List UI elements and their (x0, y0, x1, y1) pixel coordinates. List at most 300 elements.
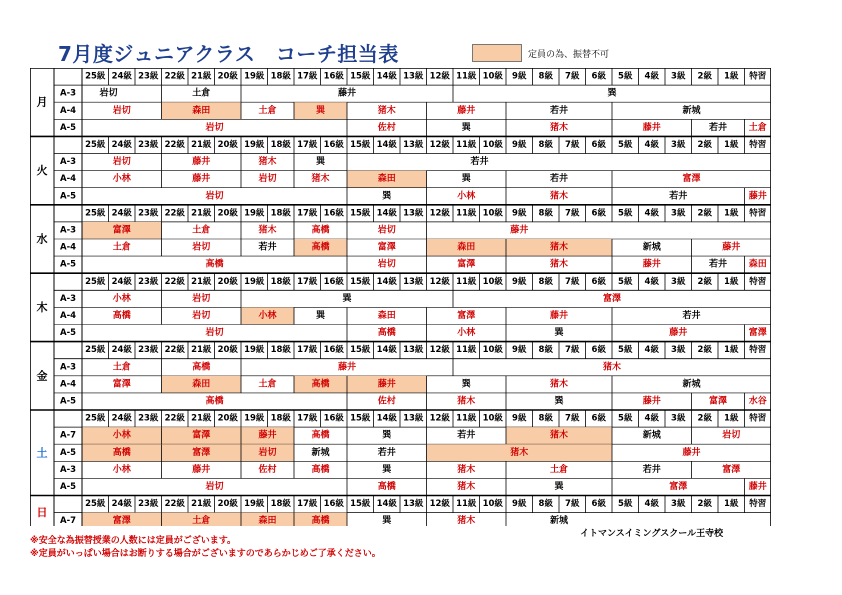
coach-name: 富澤 (748, 328, 767, 339)
coach-name: 猪木 (258, 225, 277, 236)
coach-name: 新城 (642, 242, 661, 253)
grade-header: 8級 (538, 276, 553, 287)
grade-header: 18級 (270, 71, 291, 82)
coach-name: 岩切 (205, 122, 224, 133)
coach-name: 巽 (461, 122, 471, 133)
class-label: A-5 (59, 328, 77, 339)
coach-name: 高橋 (205, 396, 224, 407)
coach-name: 岩切 (258, 174, 277, 185)
grade-header: 21級 (191, 208, 212, 219)
coach-name: 高橋 (311, 379, 330, 390)
coach-name: 岩切 (192, 293, 211, 304)
grade-header: 4級 (644, 413, 659, 424)
coach-name: 新城 (311, 447, 330, 458)
coach-name: 藤井 (748, 191, 767, 202)
grade-header: 2級 (697, 499, 712, 510)
class-label: A-5 (59, 447, 77, 458)
coach-name: 猪木 (457, 516, 476, 526)
class-label: A-5 (59, 122, 77, 133)
coach-name: 富澤 (669, 481, 688, 492)
grade-header: 19級 (244, 276, 265, 287)
grade-header: 6級 (591, 499, 606, 510)
grade-header: 17級 (297, 499, 318, 510)
coach-name: 森田 (258, 516, 277, 526)
coach-name: 富澤 (708, 396, 728, 407)
coach-name: 小林 (112, 430, 131, 441)
page-title: 7月度ジュニアクラス コーチ担当表 (58, 42, 399, 66)
grade-header: 18級 (270, 413, 291, 424)
grade-header: 9級 (512, 71, 527, 82)
grade-header: 25級 (85, 71, 106, 82)
coach-name: 高橋 (311, 430, 330, 441)
grade-header: 6級 (591, 139, 606, 150)
grade-header: 3級 (671, 139, 686, 150)
coach-name: 小林 (457, 191, 476, 202)
coach-name: 岩切 (192, 242, 211, 253)
grade-header: 21級 (191, 499, 212, 510)
grade-header: 14級 (376, 345, 397, 356)
grade-header: 5級 (618, 345, 633, 356)
coach-name: 富澤 (602, 293, 622, 304)
coach-name: 森田 (457, 242, 476, 253)
schedule-grid (30, 68, 771, 526)
grade-header: 23級 (138, 276, 159, 287)
coach-name: 岩切 (258, 447, 277, 458)
coach-name: 若井 (642, 464, 661, 475)
coach-name: 土倉 (748, 122, 767, 133)
grade-header: 7級 (565, 499, 580, 510)
grade-header: 5級 (618, 139, 633, 150)
coach-name: 藤井 (258, 430, 277, 441)
grade-header: 4級 (644, 276, 659, 287)
coach-name: 富澤 (192, 447, 211, 458)
coach-name: 猪木 (549, 191, 569, 202)
grade-header: 9級 (512, 139, 527, 150)
grade-header: 10級 (482, 276, 503, 287)
coach-name: 藤井 (192, 157, 211, 168)
coach-name: 若井 (682, 310, 701, 321)
grade-header: 20級 (217, 71, 238, 82)
coach-name: 小林 (112, 293, 131, 304)
note-capacity: ※安全な為振替授業の人数には定員がございます。 (30, 536, 237, 546)
coach-name: 高橋 (377, 481, 396, 492)
grade-header: 1級 (724, 345, 739, 356)
coach-name: 猪木 (377, 105, 396, 116)
grade-header: 14級 (376, 413, 397, 424)
grade-header: 5級 (618, 413, 633, 424)
coach-name: 高橋 (192, 362, 211, 373)
grade-header: 13級 (403, 276, 424, 287)
grade-header: 24級 (111, 413, 132, 424)
grade-header: 14級 (376, 499, 397, 510)
coach-name: 藤井 (642, 259, 661, 270)
grade-header: 15級 (350, 499, 371, 510)
coach-name: 若井 (549, 174, 569, 185)
coach-name: 高橋 (112, 447, 131, 458)
grade-header: 19級 (244, 139, 265, 150)
grade-header: 特習 (749, 345, 767, 356)
coach-name: 水谷 (748, 396, 767, 407)
legend-swatch (472, 44, 522, 62)
grade-header: 24級 (111, 499, 132, 510)
grade-header: 4級 (644, 208, 659, 219)
coach-name: 森田 (192, 105, 211, 116)
coach-name: 若井 (669, 191, 688, 202)
coach-name: 猪木 (457, 396, 476, 407)
grade-header: 6級 (591, 208, 606, 219)
coach-name: 土倉 (549, 464, 569, 475)
coach-name: 土倉 (192, 225, 211, 236)
grade-header: 8級 (538, 413, 553, 424)
grade-header: 12級 (429, 499, 450, 510)
grade-header: 21級 (191, 345, 212, 356)
coach-name: 高橋 (311, 516, 330, 526)
grade-header: 4級 (644, 71, 659, 82)
coach-name: 巽 (382, 430, 392, 441)
coach-name: 岩切 (205, 481, 224, 492)
schedule-grid-svg (30, 68, 771, 526)
class-label: A-7 (59, 430, 77, 441)
coach-name: 藤井 (377, 379, 396, 390)
coach-name: 巽 (554, 328, 564, 339)
grade-header: 2級 (697, 413, 712, 424)
coach-name: 森田 (377, 174, 396, 185)
coach-name: 富澤 (457, 259, 476, 270)
grade-header: 19級 (244, 499, 265, 510)
coach-name: 森田 (192, 379, 211, 390)
coach-name: 猪木 (549, 379, 569, 390)
grade-header: 15級 (350, 208, 371, 219)
grade-header: 23級 (138, 499, 159, 510)
grade-header: 5級 (618, 276, 633, 287)
grade-header: 10級 (482, 71, 503, 82)
coach-name: 岩切 (377, 225, 396, 236)
grade-header: 8級 (538, 208, 553, 219)
coach-name: 巽 (382, 464, 392, 475)
grade-header: 18級 (270, 276, 291, 287)
grade-header: 24級 (111, 208, 132, 219)
grade-header: 20級 (217, 345, 238, 356)
grade-header: 16級 (323, 139, 344, 150)
coach-name: 高橋 (112, 310, 131, 321)
grade-header: 15級 (350, 345, 371, 356)
grade-header: 20級 (217, 499, 238, 510)
grade-header: 10級 (482, 208, 503, 219)
grade-header: 14級 (376, 71, 397, 82)
grade-header: 9級 (512, 208, 527, 219)
grade-header: 7級 (565, 413, 580, 424)
coach-name: 富澤 (722, 464, 741, 475)
day-label: 水 (36, 232, 48, 246)
coach-name: 佐村 (258, 464, 277, 475)
coach-name: 岩切 (112, 157, 131, 168)
coach-name: 藤井 (337, 362, 357, 373)
class-label: A-3 (59, 225, 77, 236)
class-label: A-5 (59, 481, 77, 492)
grade-header: 2級 (697, 208, 712, 219)
coach-name: 高橋 (377, 328, 396, 339)
grade-header: 11級 (456, 499, 477, 510)
grade-header: 18級 (270, 208, 291, 219)
grade-header: 24級 (111, 276, 132, 287)
coach-name: 藤井 (549, 310, 569, 321)
grade-header: 4級 (644, 139, 659, 150)
grade-header: 12級 (429, 413, 450, 424)
coach-name: 猪木 (457, 481, 476, 492)
coach-name: 小林 (457, 328, 476, 339)
grade-header: 14級 (376, 276, 397, 287)
coach-name: 巽 (607, 88, 617, 99)
grade-header: 9級 (512, 345, 527, 356)
day-label: 土 (36, 446, 48, 460)
grade-header: 7級 (565, 139, 580, 150)
coach-name: 猪木 (549, 259, 569, 270)
grade-header: 7級 (565, 208, 580, 219)
grade-header: 9級 (512, 499, 527, 510)
grade-header: 3級 (671, 345, 686, 356)
grade-header: 4級 (644, 499, 659, 510)
grade-header: 19級 (244, 208, 265, 219)
coach-name: 若井 (708, 122, 728, 133)
grade-header: 23級 (138, 208, 159, 219)
coach-name: 岩切 (192, 310, 211, 321)
day-label: 金 (36, 369, 48, 383)
grade-header: 19級 (244, 71, 265, 82)
coach-name: 小林 (112, 174, 131, 185)
grade-header: 16級 (323, 499, 344, 510)
grade-header: 22級 (164, 413, 185, 424)
coach-name: 富澤 (192, 430, 211, 441)
grade-header: 17級 (297, 71, 318, 82)
grade-header: 21級 (191, 276, 212, 287)
coach-name: 高橋 (205, 259, 224, 270)
grade-header: 特習 (749, 413, 767, 424)
coach-name: 佐村 (377, 122, 396, 133)
grade-header: 18級 (270, 139, 291, 150)
grade-header: 2級 (697, 139, 712, 150)
coach-name: 猪木 (311, 174, 330, 185)
coach-name: 土倉 (258, 379, 277, 390)
grade-header: 21級 (191, 413, 212, 424)
grade-header: 15級 (350, 71, 371, 82)
grade-header: 11級 (456, 71, 477, 82)
coach-name: 若井 (377, 447, 396, 458)
grade-header: 16級 (323, 276, 344, 287)
grade-header: 10級 (482, 413, 503, 424)
grade-header: 3級 (671, 276, 686, 287)
grade-header: 11級 (456, 276, 477, 287)
grade-header: 16級 (323, 413, 344, 424)
coach-name: 猪木 (549, 122, 569, 133)
coach-name: 若井 (470, 157, 489, 168)
grade-header: 17級 (297, 208, 318, 219)
grade-header: 8級 (538, 345, 553, 356)
grade-header: 22級 (164, 139, 185, 150)
grade-header: 16級 (323, 345, 344, 356)
class-label: A-5 (59, 191, 77, 202)
coach-name: 巽 (554, 481, 564, 492)
class-label: A-5 (59, 396, 77, 407)
coach-name: 藤井 (682, 447, 701, 458)
coach-name: 藤井 (510, 225, 529, 236)
grade-header: 5級 (618, 499, 633, 510)
coach-name: 若井 (457, 430, 476, 441)
grade-header: 特習 (749, 71, 767, 82)
grade-header: 9級 (512, 413, 527, 424)
class-label: A-4 (59, 242, 77, 253)
grade-header: 23級 (138, 71, 159, 82)
coach-name: 森田 (748, 259, 767, 270)
grade-header: 14級 (376, 139, 397, 150)
grade-header: 5級 (618, 208, 633, 219)
class-label: A-4 (59, 379, 77, 390)
class-label: A-4 (59, 105, 77, 116)
grade-header: 17級 (297, 276, 318, 287)
coach-name: 新城 (642, 430, 661, 441)
class-label: A-3 (59, 293, 77, 304)
coach-name: 岩切 (205, 328, 224, 339)
coach-name: 藤井 (337, 88, 357, 99)
grade-header: 8級 (538, 499, 553, 510)
grade-header: 12級 (429, 71, 450, 82)
coach-name: 若井 (708, 259, 728, 270)
grade-header: 12級 (429, 276, 450, 287)
coach-name: 巽 (342, 293, 352, 304)
grade-header: 13級 (403, 139, 424, 150)
coach-name: 土倉 (258, 105, 277, 116)
coach-name: 藤井 (192, 464, 211, 475)
grade-header: 11級 (456, 413, 477, 424)
grade-header: 10級 (482, 499, 503, 510)
coach-name: 高橋 (311, 242, 330, 253)
class-label: A-3 (59, 157, 77, 168)
coach-name: 岩切 (377, 259, 396, 270)
grade-header: 20級 (217, 276, 238, 287)
grade-header: 8級 (538, 71, 553, 82)
coach-name: 巽 (382, 516, 392, 526)
grade-header: 4級 (644, 345, 659, 356)
grade-header: 10級 (482, 139, 503, 150)
grade-header: 17級 (297, 413, 318, 424)
class-label: A-4 (59, 174, 77, 185)
grade-header: 22級 (164, 71, 185, 82)
grade-header: 25級 (85, 139, 106, 150)
coach-name: 巽 (461, 379, 471, 390)
coach-name: 小林 (112, 464, 131, 475)
coach-name: 新城 (549, 516, 569, 526)
grade-header: 25級 (85, 345, 106, 356)
coach-name: 猪木 (457, 464, 476, 475)
grade-header: 11級 (456, 208, 477, 219)
grade-header: 1級 (724, 71, 739, 82)
coach-name: 猪木 (602, 362, 622, 373)
grade-header: 3級 (671, 71, 686, 82)
coach-name: 岩切 (99, 88, 118, 99)
grade-header: 23級 (138, 413, 159, 424)
grade-header: 13級 (403, 413, 424, 424)
grade-header: 17級 (297, 139, 318, 150)
grade-header: 12級 (429, 139, 450, 150)
grade-header: 15級 (350, 139, 371, 150)
grade-header: 16級 (323, 208, 344, 219)
day-label: 火 (36, 164, 48, 178)
grade-header: 25級 (85, 499, 106, 510)
grade-header: 20級 (217, 139, 238, 150)
grade-header: 9級 (512, 276, 527, 287)
grade-header: 7級 (565, 345, 580, 356)
grade-header: 16級 (323, 71, 344, 82)
grade-header: 6級 (591, 413, 606, 424)
grade-header: 24級 (111, 71, 132, 82)
grade-header: 17級 (297, 345, 318, 356)
grade-header: 18級 (270, 345, 291, 356)
grade-header: 15級 (350, 413, 371, 424)
coach-name: 小林 (258, 310, 277, 321)
coach-name: 巽 (315, 157, 326, 168)
coach-name: 巽 (315, 105, 326, 116)
grade-header: 1級 (724, 276, 739, 287)
coach-name: 高橋 (311, 464, 330, 475)
coach-name: 高橋 (311, 225, 330, 236)
grade-header: 20級 (217, 208, 238, 219)
grade-header: 7級 (565, 71, 580, 82)
grade-header: 19級 (244, 413, 265, 424)
coach-name: 岩切 (722, 430, 741, 441)
coach-name: 藤井 (642, 122, 661, 133)
coach-name: 藤井 (748, 481, 767, 492)
grade-header: 20級 (217, 413, 238, 424)
grade-header: 12級 (429, 345, 450, 356)
grade-header: 23級 (138, 345, 159, 356)
coach-name: 巽 (554, 396, 564, 407)
grade-header: 22級 (164, 499, 185, 510)
grade-header: 10級 (482, 345, 503, 356)
class-label: A-4 (59, 310, 77, 321)
grade-header: 6級 (591, 276, 606, 287)
grade-header: 23級 (138, 139, 159, 150)
coach-name: 岩切 (112, 105, 131, 116)
day-label: 月 (36, 95, 48, 109)
grade-header: 18級 (270, 499, 291, 510)
coach-name: 巽 (382, 191, 392, 202)
coach-name: 富澤 (377, 242, 396, 253)
grade-header: 13級 (403, 71, 424, 82)
coach-name: 藤井 (457, 105, 476, 116)
grade-header: 11級 (456, 139, 477, 150)
grade-header: 特習 (749, 499, 767, 510)
coach-name: 猪木 (510, 447, 529, 458)
coach-name: 佐村 (377, 396, 396, 407)
class-label: A-3 (59, 362, 77, 373)
grade-header: 24級 (111, 345, 132, 356)
coach-name: 土倉 (192, 88, 211, 99)
coach-name: 富澤 (682, 174, 701, 185)
grade-header: 1級 (724, 208, 739, 219)
class-label: A-5 (59, 259, 77, 270)
grade-header: 24級 (111, 139, 132, 150)
coach-name: 新城 (682, 105, 701, 116)
grade-header: 1級 (724, 413, 739, 424)
coach-name: 巽 (315, 310, 326, 321)
coach-name: 藤井 (642, 396, 661, 407)
coach-name: 巽 (461, 174, 471, 185)
day-label: 日 (36, 506, 48, 520)
class-label: A-7 (59, 516, 77, 526)
grade-header: 22級 (164, 208, 185, 219)
coach-name: 森田 (377, 310, 396, 321)
coach-name: 土倉 (112, 242, 131, 253)
coach-name: 富澤 (112, 225, 131, 236)
